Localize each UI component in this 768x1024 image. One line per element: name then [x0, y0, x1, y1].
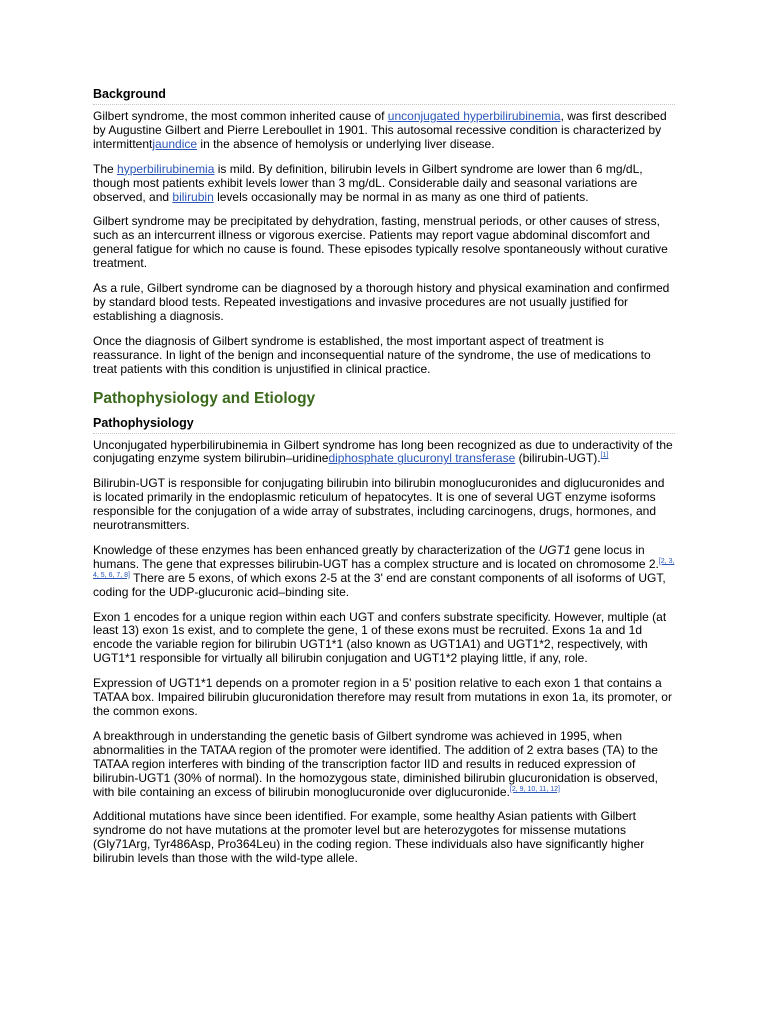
paragraph: Unconjugated hyperbilirubinemia in Gilbert syndrome has long been recognized as due to underactivity of the conjugating enzyme system bilirubin–uridinediphosphate glucuronyl transferase (bilirubin-UGT).[1]	[93, 437, 673, 466]
paragraph: Additional mutations have since been identified. For example, some healthy Asian patients with Gilbert syndrome do not have mutations at the promoter level but are heterozygotes for missense mutations (Gly71Arg, Tyr486Asp, Pro364Leu) in the coding region. These individuals also have significantly higher bilirubin levels than those with the wild-type allele.	[93, 809, 645, 866]
paragraph: Exon 1 encodes for a unique region within each UGT and confers substrate specificity. However, multiple (at least 13) exon 1s exist, and to complete the gene, 1 of these exons must be recruited. Exons 1a and 1d encode the variable region for bilirubin UGT1*1 (also known as UGT1A1) and UGT1*2, respectively, with UGT1*1 responsible for virtually all bilirubin conjugation and UGT1*2 playing little, if any, role.	[93, 609, 667, 666]
paragraph: Once the diagnosis of Gilbert syndrome is established, the most important aspect of treatment is reassurance. In light of the benign and inconsequential nature of the syndrome, the use of medications to treat patients with this condition is unjustified in clinical practice.	[93, 333, 651, 376]
reference-link[interactable]: [1]	[600, 452, 609, 460]
paragraph: A breakthrough in understanding the genetic basis of Gilbert syndrome was achieved in 1995, when abnormalities in the TATAA region of the promoter were identified. The addition of 2 extra bases (TA) to the TATAA region interferes with binding of the transcription factor IID and results in reduced expression of bilirubin-UGT1 (30% of normal). In the homozygous state, diminished bilirubin glucuronidation is observed, with bile containing an excess of bilirubin monoglucuronide over diglucuronide.[2, 9, 10, 11, 12]	[93, 728, 658, 799]
paragraph: Gilbert syndrome may be precipitated by dehydration, fasting, menstrual periods, or other causes of stress, such as an intercurrent illness or vigorous exercise. Patients may report vague abdominal discomfort and general fatigue for which no cause is found. These episodes typically resolve spontaneously without curative treatment.	[93, 214, 668, 271]
section-title-pathophysiology-etiology: Pathophysiology and Etiology	[93, 389, 316, 407]
section-heading-background: Background	[93, 86, 675, 105]
paragraph: Knowledge of these enzymes has been enhanced greatly by characterization of the UGT1 gene locus in humans. The gene that expresses bilirubin-UGT has a complex structure and is located on chromosome 2.[2, 3, 4, 5, 6, 7, 8] There are 5 exons, of which exons 2-5 at the 3' end are constant components of all isoforms of UGT, coding for the UDP-glucuronic acid–binding site.	[93, 542, 675, 599]
link-jaundice[interactable]: jaundice	[152, 136, 198, 151]
link-bilirubin[interactable]: bilirubin	[172, 189, 214, 204]
paragraph: Expression of UGT1*1 depends on a promoter region in a 5' position relative to each exon 1 that contains a TATAA box. Impaired bilirubin glucuronidation therefore may result from mutations in exon 1a, its promoter, or the common exons.	[93, 676, 672, 718]
paragraph: As a rule, Gilbert syndrome can be diagnosed by a thorough history and physical examination and confirmed by standard blood tests. Repeated investigations and invasive procedures are not usually justified for establishing a diagnosis.	[93, 281, 670, 323]
link-hyperbilirubinemia[interactable]: hyperbilirubinemia	[117, 161, 215, 176]
article	[93, 86, 675, 877]
reference-link[interactable]: [2, 9, 10, 11, 12]	[509, 785, 560, 793]
paragraph: Gilbert syndrome, the most common inherited cause of unconjugated hyperbilirubinemia, was first described by Augustine Gilbert and Pierre Lereboullet in 1901. This autosomal recessive condition is characterized by intermittentjaundice in the absence of hemolysis or underlying liver disease.	[93, 109, 667, 151]
link-diphosphate-glucuronyl-transferase[interactable]: diphosphate glucuronyl transferase	[328, 451, 516, 466]
reference-link[interactable]: [2, 3, 4, 5, 6, 7, 8]	[93, 557, 675, 579]
paragraph: The hyperbilirubinemia is mild. By definition, bilirubin levels in Gilbert syndrome are lower than 6 mg/dL, though most patients exhibit levels lower than 3 mg/dL. Considerable daily and seasonal variations are observed, and bilirubin levels occasionally may be normal in as many as one third of patients.	[93, 161, 643, 204]
paragraph: Bilirubin-UGT is responsible for conjugating bilirubin into bilirubin monoglucuronides and diglucuronides and is located primarily in the endoplasmic reticulum of hepatocytes. It is one of several UGT enzyme isoforms responsible for the conjugation of a wide array of substrates, including carcinogens, drugs, hormones, and neurotransmitters.	[93, 476, 665, 533]
link-unconjugated-hyperbilirubinemia[interactable]: unconjugated hyperbilirubinemia	[387, 109, 561, 123]
section-heading-pathophysiology: Pathophysiology	[93, 415, 675, 434]
